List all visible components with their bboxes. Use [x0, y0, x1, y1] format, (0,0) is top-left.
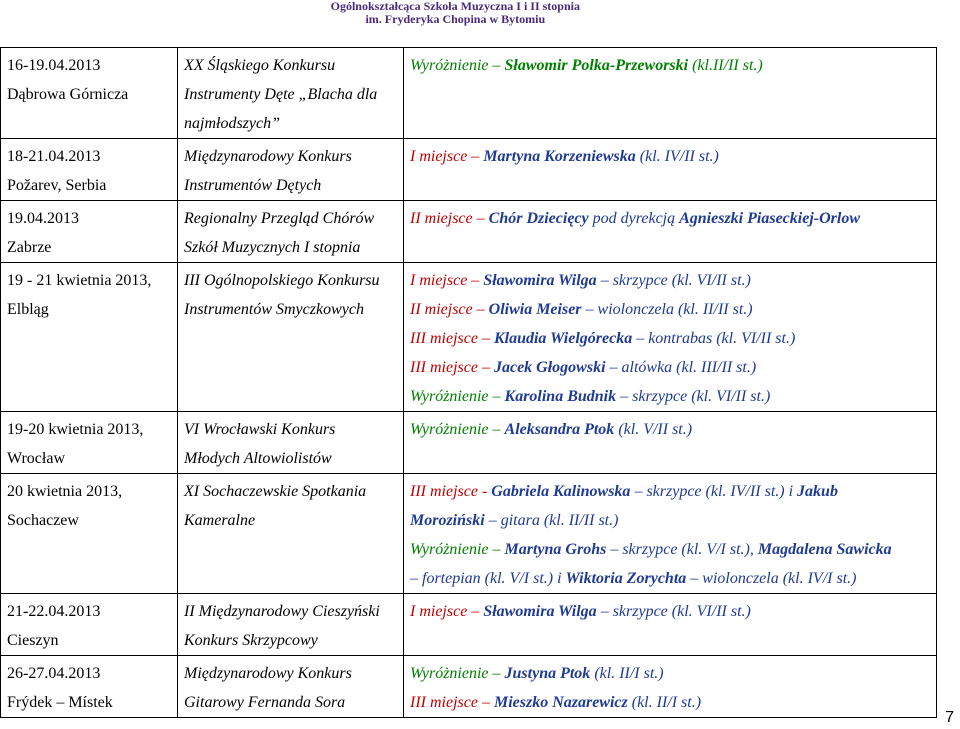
award-line	[410, 51, 930, 80]
event-place: Zabrze	[7, 239, 52, 256]
date-place-cell	[1, 412, 178, 474]
award-text: – fortepian (kl. V/I st.) i	[410, 570, 566, 587]
awardee-name: Martyna Grohs	[504, 541, 607, 558]
date-place-cell	[1, 474, 178, 594]
date-place-cell	[1, 656, 178, 718]
awards-cell	[404, 139, 937, 201]
competition-cell	[178, 48, 404, 139]
award-text: III miejsce –	[410, 359, 494, 376]
school-name: Ogólnokształcąca Szkoła Muzyczna I i II stopnia	[330, 0, 580, 13]
award-line	[410, 415, 930, 444]
competition-name-line: Młodych Altowiolistów	[184, 450, 332, 467]
table-row	[1, 139, 937, 201]
award-text: (kl.II/II st.)	[688, 57, 763, 74]
awardee-name: Gabriela Kalinowska	[491, 483, 631, 500]
event-date: 19 - 21 kwietnia 2013,	[7, 272, 152, 289]
award-text: – skrzypce (kl. V/I st.),	[606, 541, 758, 558]
school-header	[331, 0, 580, 26]
date-place-cell	[1, 48, 178, 139]
awards-cell	[404, 412, 937, 474]
event-place: Sochaczew	[7, 512, 79, 529]
competition-name-line: Międzynarodowy Konkurs	[184, 665, 352, 682]
award-text: III miejsce -	[410, 483, 492, 500]
award-text: – wiolonczela (kl. IV/I st.)	[686, 570, 857, 587]
award-line	[410, 266, 930, 295]
awards-cell	[404, 201, 937, 263]
award-text: III miejsce –	[410, 330, 494, 347]
competition-name-line: XX Śląskiego Konkursu	[184, 57, 336, 74]
competition-name-line: VI Wrocławski Konkurs	[184, 421, 336, 438]
award-text: (kl. V/II st.)	[614, 421, 693, 438]
awardee-name: Karolina Budnik	[504, 388, 617, 405]
award-text: Wyróżnienie –	[410, 541, 505, 558]
award-line	[410, 597, 930, 626]
table-row	[1, 48, 937, 139]
event-place: Požarev, Serbia	[7, 177, 107, 194]
award-text: Wyróżnienie –	[410, 421, 505, 438]
event-date: 19-20 kwietnia 2013,	[7, 421, 144, 438]
competition-cell	[178, 594, 404, 656]
competition-name-line: Instrumenty Dęte „Blacha dla	[184, 86, 378, 103]
date-place-cell	[1, 139, 178, 201]
award-line	[410, 382, 930, 411]
award-line	[410, 324, 930, 353]
competition-name-line: najmłodszych”	[184, 115, 280, 132]
competition-name-line: Konkurs Skrzypcowy	[184, 632, 318, 649]
competition-cell	[178, 263, 404, 412]
event-place: Frýdek – Místek	[7, 694, 113, 711]
award-text: Wyróżnienie –	[410, 57, 505, 74]
award-text: II miejsce –	[410, 301, 489, 318]
award-line	[410, 353, 930, 382]
award-line	[410, 688, 930, 717]
event-date: 21-22.04.2013	[7, 603, 101, 620]
competition-cell	[178, 201, 404, 263]
competition-name-line: III Ogólnopolskiego Konkursu	[184, 272, 380, 289]
awardee-name: Moroziński	[410, 512, 485, 529]
competition-name-line: Międzynarodowy Konkurs	[184, 148, 352, 165]
awardee-name: Sławomira Wilga	[483, 272, 597, 289]
award-text: Wyróżnienie –	[410, 665, 505, 682]
competition-cell	[178, 656, 404, 718]
awardee-name: Wiktoria Zorychta	[565, 570, 687, 587]
table-row	[1, 412, 937, 474]
table-row	[1, 201, 937, 263]
award-text: – kontrabas (kl. VI/II st.)	[632, 330, 796, 347]
table-row	[1, 474, 937, 594]
event-date: 19.04.2013	[7, 210, 79, 227]
competition-name-line: Gitarowy Fernanda Sora	[184, 694, 346, 711]
awardee-name: Magdalena Sawicka	[757, 541, 892, 558]
table-row	[1, 656, 937, 718]
competition-cell	[178, 139, 404, 201]
competition-name-line: Kameralne	[184, 512, 256, 529]
award-line	[410, 659, 930, 688]
awardee-name: Justyna Ptok	[504, 665, 591, 682]
event-place: Wrocław	[7, 450, 65, 467]
award-text: pod dyrekcją	[588, 210, 680, 227]
awardee-name: Martyna Korzeniewska	[483, 148, 636, 165]
award-text: (kl. IV/II st.)	[635, 148, 719, 165]
award-text: – altówka (kl. III/II st.)	[605, 359, 757, 376]
date-place-cell	[1, 201, 178, 263]
award-line	[410, 142, 930, 171]
award-text: I miejsce –	[410, 272, 484, 289]
award-line	[410, 506, 930, 535]
table-row	[1, 594, 937, 656]
awardee-name: Agnieszki Piaseckiej-Orlow	[679, 210, 860, 227]
awardee-name: Mieszko Nazarewicz	[493, 694, 628, 711]
event-place: Cieszyn	[7, 632, 59, 649]
school-patron: im. Fryderyka Chopina w Bytomiu	[365, 12, 546, 26]
awardee-name: Klaudia Wielgórecka	[493, 330, 633, 347]
awardee-name: Sławomir Polka-Przeworski	[504, 57, 689, 74]
competition-name-line: II Międzynarodowy Cieszyński	[184, 603, 380, 620]
award-text: (kl. II/I st.)	[590, 665, 664, 682]
award-line	[410, 535, 930, 564]
awardee-name: Sławomira Wilga	[483, 603, 597, 620]
awardee-name: Jacek Głogowski	[493, 359, 606, 376]
competition-name-line: XI Sochaczewskie Spotkania	[184, 483, 367, 500]
awardee-name: Aleksandra Ptok	[504, 421, 615, 438]
award-text: – gitara (kl. II/II st.)	[484, 512, 619, 529]
date-place-cell	[1, 263, 178, 412]
event-place: Elbląg	[7, 301, 49, 318]
award-text: I miejsce –	[410, 603, 484, 620]
date-place-cell	[1, 594, 178, 656]
competition-name-line: Instrumentów Dętych	[184, 177, 322, 194]
competition-name-line: Regionalny Przegląd Chórów	[184, 210, 375, 227]
award-line	[410, 204, 930, 233]
award-text: (kl. II/I st.)	[627, 694, 702, 711]
awards-cell	[404, 656, 937, 718]
award-line	[410, 564, 930, 593]
page-number: 7	[945, 709, 954, 726]
award-text: Wyróżnienie –	[410, 388, 505, 405]
awardee-name: Chór Dziecięcy	[488, 210, 589, 227]
award-text: – skrzypce (kl. IV/II st.) i	[630, 483, 798, 500]
award-text: – wiolonczela (kl. II/II st.)	[581, 301, 753, 318]
awards-cell	[404, 594, 937, 656]
competition-name-line: Szkół Muzycznych I stopnia	[184, 239, 361, 256]
award-text: – skrzypce (kl. VI/II st.)	[596, 272, 751, 289]
awardee-name: Jakub	[797, 483, 838, 500]
competition-cell	[178, 412, 404, 474]
award-line	[410, 295, 930, 324]
table-row	[1, 263, 937, 412]
event-place: Dąbrowa Górnicza	[7, 86, 129, 103]
awards-cell	[404, 474, 937, 594]
event-date: 16-19.04.2013	[7, 57, 101, 74]
awards-cell	[404, 263, 937, 412]
award-text: – skrzypce (kl. VI/II st.)	[616, 388, 771, 405]
event-date: 26-27.04.2013	[7, 665, 101, 682]
award-text: II miejsce –	[410, 210, 489, 227]
competition-cell	[178, 474, 404, 594]
competition-results-table	[0, 47, 937, 718]
award-text: I miejsce –	[410, 148, 484, 165]
competition-name-line: Instrumentów Smyczkowych	[184, 301, 364, 318]
awardee-name: Oliwia Meiser	[488, 301, 582, 318]
award-text: III miejsce –	[410, 694, 494, 711]
award-line	[410, 477, 930, 506]
event-date: 18-21.04.2013	[7, 148, 101, 165]
event-date: 20 kwietnia 2013,	[7, 483, 123, 500]
awards-cell	[404, 48, 937, 139]
award-text: – skrzypce (kl. VI/II st.)	[596, 603, 751, 620]
